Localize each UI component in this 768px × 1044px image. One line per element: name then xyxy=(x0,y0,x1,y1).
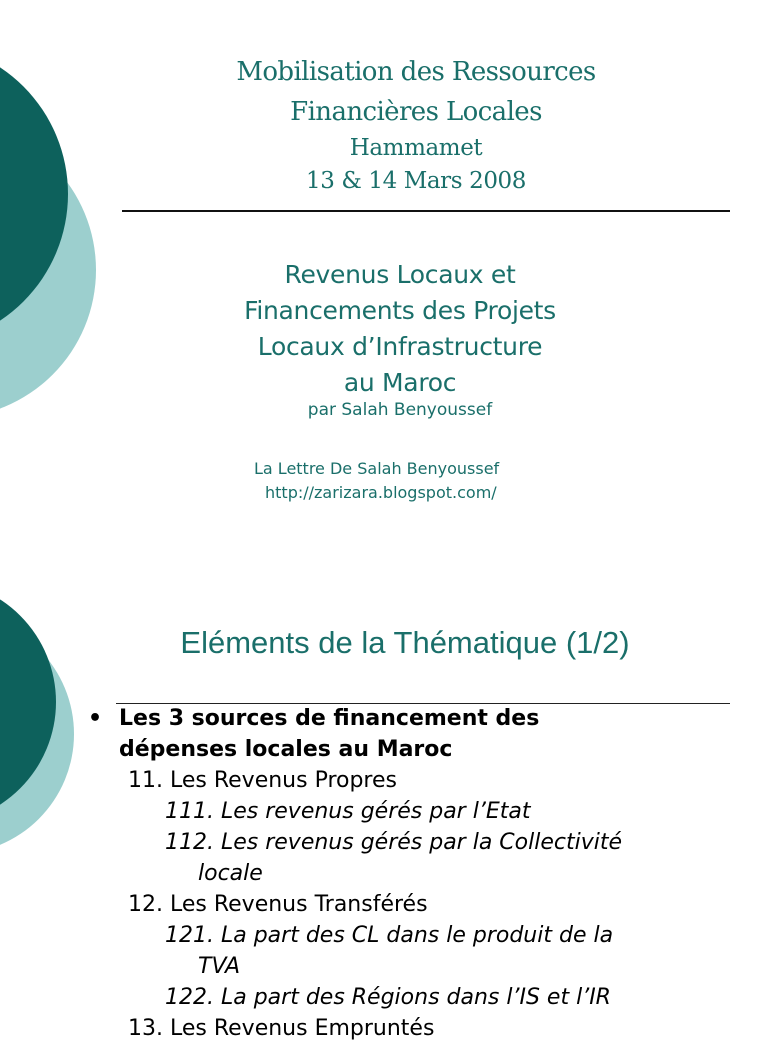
list-item: 122. La part des Régions dans l’IS et l’IR xyxy=(165,985,611,1010)
event-place: Hammamet xyxy=(349,135,483,161)
list-item: 111. Les revenus gérés par l’Etat xyxy=(165,799,531,824)
list-item: 11. Les Revenus Propres xyxy=(128,768,397,793)
author-name: par Salah Benyoussef xyxy=(307,400,493,420)
bullet-icon: • xyxy=(88,706,103,731)
list-item: dépenses locales au Maroc xyxy=(119,737,453,762)
credit-title: La Lettre De Salah Benyoussef xyxy=(254,459,500,478)
subtitle-line: Financements des Projets xyxy=(244,296,556,325)
subtitle-line: au Maroc xyxy=(343,368,457,397)
list-item xyxy=(88,703,728,734)
subtitle-line: Locaux d’Infrastructure xyxy=(257,332,543,361)
title-line-1: Mobilisation des Ressources xyxy=(236,57,596,87)
content-list xyxy=(88,703,728,1044)
header-divider xyxy=(122,210,730,212)
slide-2 xyxy=(0,560,768,1041)
list-item: locale xyxy=(198,861,263,886)
list-item: 121. La part des CL dans le produit de la xyxy=(165,923,614,948)
list-item: TVA xyxy=(198,954,241,979)
presentation-subtitle xyxy=(160,257,640,422)
title-line-2: Financières Locales xyxy=(290,97,542,127)
list-item-text: Les 3 sources de financement des xyxy=(119,706,540,731)
event-date: 13 & 14 Mars 2008 xyxy=(305,168,527,194)
list-item: 12. Les Revenus Transférés xyxy=(128,892,428,917)
slide-1-header xyxy=(116,52,716,198)
list-item: 13. Les Revenus Empruntés xyxy=(128,1016,435,1041)
list-item: 112. Les revenus gérés par la Collectivité xyxy=(165,830,623,855)
subtitle-line: Revenus Locaux et xyxy=(284,260,516,289)
blog-link[interactable]: http://zarizara.blogspot.com/ xyxy=(265,483,497,502)
slide-2-title: Eléments de la Thématique (1/2) xyxy=(180,625,630,660)
